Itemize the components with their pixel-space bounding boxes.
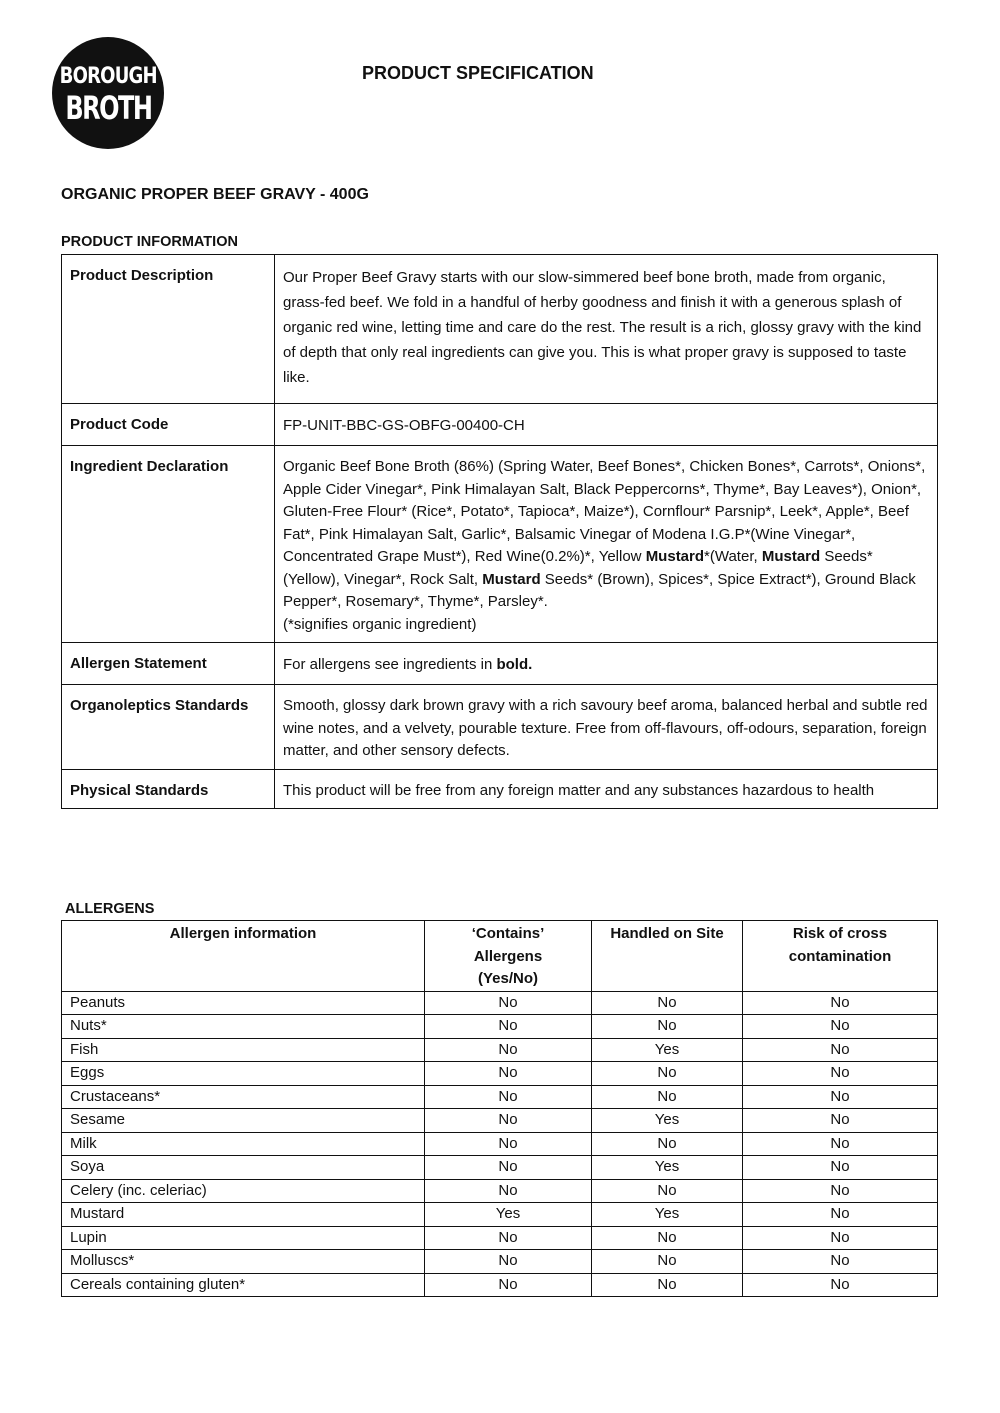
allergens-header-row [62, 921, 938, 992]
allergen-handled-on-site: No [592, 1085, 743, 1109]
allergen-handled-on-site: No [592, 1015, 743, 1039]
ingredients-text-4: Seeds* (Brown), Spices*, Spice Extract*), Ground Black Pepper*, Rosemary*, Thyme*, Parsley*. [283, 570, 916, 610]
allergen-statement-label: Allergen Statement [62, 643, 275, 685]
allergen-handled-on-site: No [592, 1179, 743, 1203]
allergen-name: Cereals containing gluten* [62, 1273, 425, 1297]
allergen-contains: No [425, 1226, 592, 1250]
allergen-contains: No [425, 1109, 592, 1133]
allergen-handled-on-site: No [592, 1273, 743, 1297]
allergen-contains: No [425, 1038, 592, 1062]
allergen-contains: No [425, 1132, 592, 1156]
allergen-cross-contamination: No [743, 1250, 938, 1274]
allergen-name: Mustard [62, 1203, 425, 1227]
table-row [62, 1109, 938, 1133]
allergen-contains: No [425, 1085, 592, 1109]
allergen-handled-on-site: Yes [592, 1156, 743, 1180]
allergen-cross-contamination: No [743, 1132, 938, 1156]
physical-standards-label: Physical Standards [62, 769, 275, 809]
allergen-cross-contamination: No [743, 1156, 938, 1180]
allergen-contains: No [425, 1156, 592, 1180]
allergen-handled-on-site: No [592, 1226, 743, 1250]
allergen-cross-contamination: No [743, 1015, 938, 1039]
ingredients-allergen-mustard-2: Mustard [761, 548, 821, 565]
allergen-statement-bold: bold. [496, 656, 533, 673]
allergen-name: Peanuts [62, 991, 425, 1015]
allergen-cross-contamination: No [743, 1085, 938, 1109]
allergen-cross-contamination: No [743, 1203, 938, 1227]
table-row [62, 1226, 938, 1250]
table-row [62, 1132, 938, 1156]
allergen-name: Crustaceans* [62, 1085, 425, 1109]
product-title: ORGANIC PROPER BEEF GRAVY - 400G [61, 186, 369, 203]
product-information-table [61, 254, 938, 809]
allergen-cross-contamination: No [743, 1109, 938, 1133]
product-description-value: Our Proper Beef Gravy starts with our slow-simmered beef bone broth, made from organic, grass-fed beef. We fold in a handful of herby goodness and finish it with a generous splash of organic red wine, letting time and care do the rest. The result is a rich, glossy gravy with the kind of depth that only real ingredients can give you. This is what proper gravy is supposed to taste like. [275, 255, 938, 404]
allergen-contains: Yes [425, 1203, 592, 1227]
allergen-contains: No [425, 991, 592, 1015]
organoleptics-label: Organoleptics Standards [62, 685, 275, 770]
table-row [62, 1273, 938, 1297]
ingredient-declaration-label: Ingredient Declaration [62, 446, 275, 643]
allergen-name: Molluscs* [62, 1250, 425, 1274]
allergen-statement-value [275, 643, 938, 685]
table-row [62, 1038, 938, 1062]
allergen-handled-on-site: No [592, 991, 743, 1015]
ingredients-text-1: Organic Beef Bone Broth (86%) (Spring Water, Beef Bones*, Chicken Bones*, Carrots*, Onions*, Apple Cider Vinegar*, Pink Himalayan Salt, Black Peppercorns*, Thyme*, Bay Leaves*), Onion*, Gluten-Free Flour* (Rice*, Potato*, Tapioca*, Maize*), Cornflour* Parsnip*, Leek*, Apple*, Beef Fat*, Pink Himalayan Salt, Garlic*, Balsamic Vinegar of Modena I.G.P*(Wine Vinegar*, Concentrated Grape Must*), Red Wine(0.2%)*, Yellow [283, 458, 926, 565]
table-row [62, 1062, 938, 1086]
allergen-handled-on-site: No [592, 1132, 743, 1156]
ingredient-declaration-value [275, 446, 938, 643]
allergen-handled-on-site: Yes [592, 1109, 743, 1133]
product-description-label: Product Description [62, 255, 275, 404]
allergen-name: Eggs [62, 1062, 425, 1086]
ingredient-declaration-row [62, 446, 938, 643]
product-description-row [62, 255, 938, 404]
organoleptics-row [62, 685, 938, 770]
allergen-cross-contamination: No [743, 991, 938, 1015]
header-contains-line-3: (Yes/No) [477, 970, 538, 987]
product-code-row [62, 404, 938, 446]
allergen-name: Milk [62, 1132, 425, 1156]
ingredients-allergen-mustard-1: Mustard [645, 548, 705, 565]
allergen-contains: No [425, 1015, 592, 1039]
product-information-heading: PRODUCT INFORMATION [61, 234, 238, 250]
brand-logo [52, 37, 164, 149]
allergen-cross-contamination: No [743, 1062, 938, 1086]
ingredients-text-3: Seeds* (Yellow), Vinegar*, Rock Salt, [283, 548, 873, 588]
allergen-cross-contamination: No [743, 1179, 938, 1203]
physical-standards-row [62, 769, 938, 809]
header-contains-line-1: ‘Contains’ [471, 925, 545, 942]
allergen-cross-contamination: No [743, 1226, 938, 1250]
allergens-table-body [62, 991, 938, 1297]
allergen-statement-row [62, 643, 938, 685]
allergen-contains: No [425, 1062, 592, 1086]
header-contains-line-2: Allergens [473, 947, 543, 965]
header-allergen-information: Allergen information [62, 921, 425, 992]
header-cross-contamination [743, 921, 938, 992]
allergen-name: Soya [62, 1156, 425, 1180]
allergen-contains: No [425, 1250, 592, 1274]
table-row [62, 1015, 938, 1039]
allergen-handled-on-site: Yes [592, 1203, 743, 1227]
allergen-contains: No [425, 1273, 592, 1297]
table-row [62, 1203, 938, 1227]
logo-line-1: BOROUGH [59, 64, 157, 89]
table-row [62, 991, 938, 1015]
physical-standards-value: This product will be free from any foreign matter and any substances hazardous to health [275, 769, 938, 809]
table-row [62, 1179, 938, 1203]
allergen-name: Celery (inc. celeriac) [62, 1179, 425, 1203]
ingredients-allergen-mustard-3: Mustard [482, 570, 541, 588]
header-handled-on-site: Handled on Site [592, 921, 743, 992]
logo-line-2: BROTH [64, 89, 152, 127]
ingredients-text-2: *(Water, [704, 548, 762, 565]
header-contains-allergens [425, 921, 592, 992]
table-row [62, 1156, 938, 1180]
allergen-cross-contamination: No [743, 1038, 938, 1062]
table-row [62, 1085, 938, 1109]
organoleptics-value: Smooth, glossy dark brown gravy with a rich savoury beef aroma, balanced herbal and subtle red wine notes, and a velvety, pourable texture. Free from off-flavours, off-odours, separation, foreign matter, and other sensory defects. [275, 685, 938, 770]
header-risk-line-1: Risk of cross [792, 925, 888, 942]
header-risk-line-2: contamination [788, 947, 892, 965]
allergen-name: Sesame [62, 1109, 425, 1133]
table-row [62, 1250, 938, 1274]
allergen-name: Nuts* [62, 1015, 425, 1039]
allergen-name: Fish [62, 1038, 425, 1062]
allergen-contains: No [425, 1179, 592, 1203]
allergens-table [61, 920, 938, 1297]
document-title: PRODUCT SPECIFICATION [362, 63, 594, 83]
allergen-name: Lupin [62, 1226, 425, 1250]
allergen-handled-on-site: Yes [592, 1038, 743, 1062]
product-code-label: Product Code [62, 404, 275, 446]
organic-note: (*signifies organic ingredient) [283, 615, 477, 633]
allergen-handled-on-site: No [592, 1062, 743, 1086]
allergen-statement-text: For allergens see ingredients in [283, 656, 497, 673]
allergen-handled-on-site: No [592, 1250, 743, 1274]
product-code-value: FP-UNIT-BBC-GS-OBFG-00400-CH [275, 404, 938, 446]
allergens-heading: ALLERGENS [65, 901, 155, 917]
allergen-cross-contamination: No [743, 1273, 938, 1297]
